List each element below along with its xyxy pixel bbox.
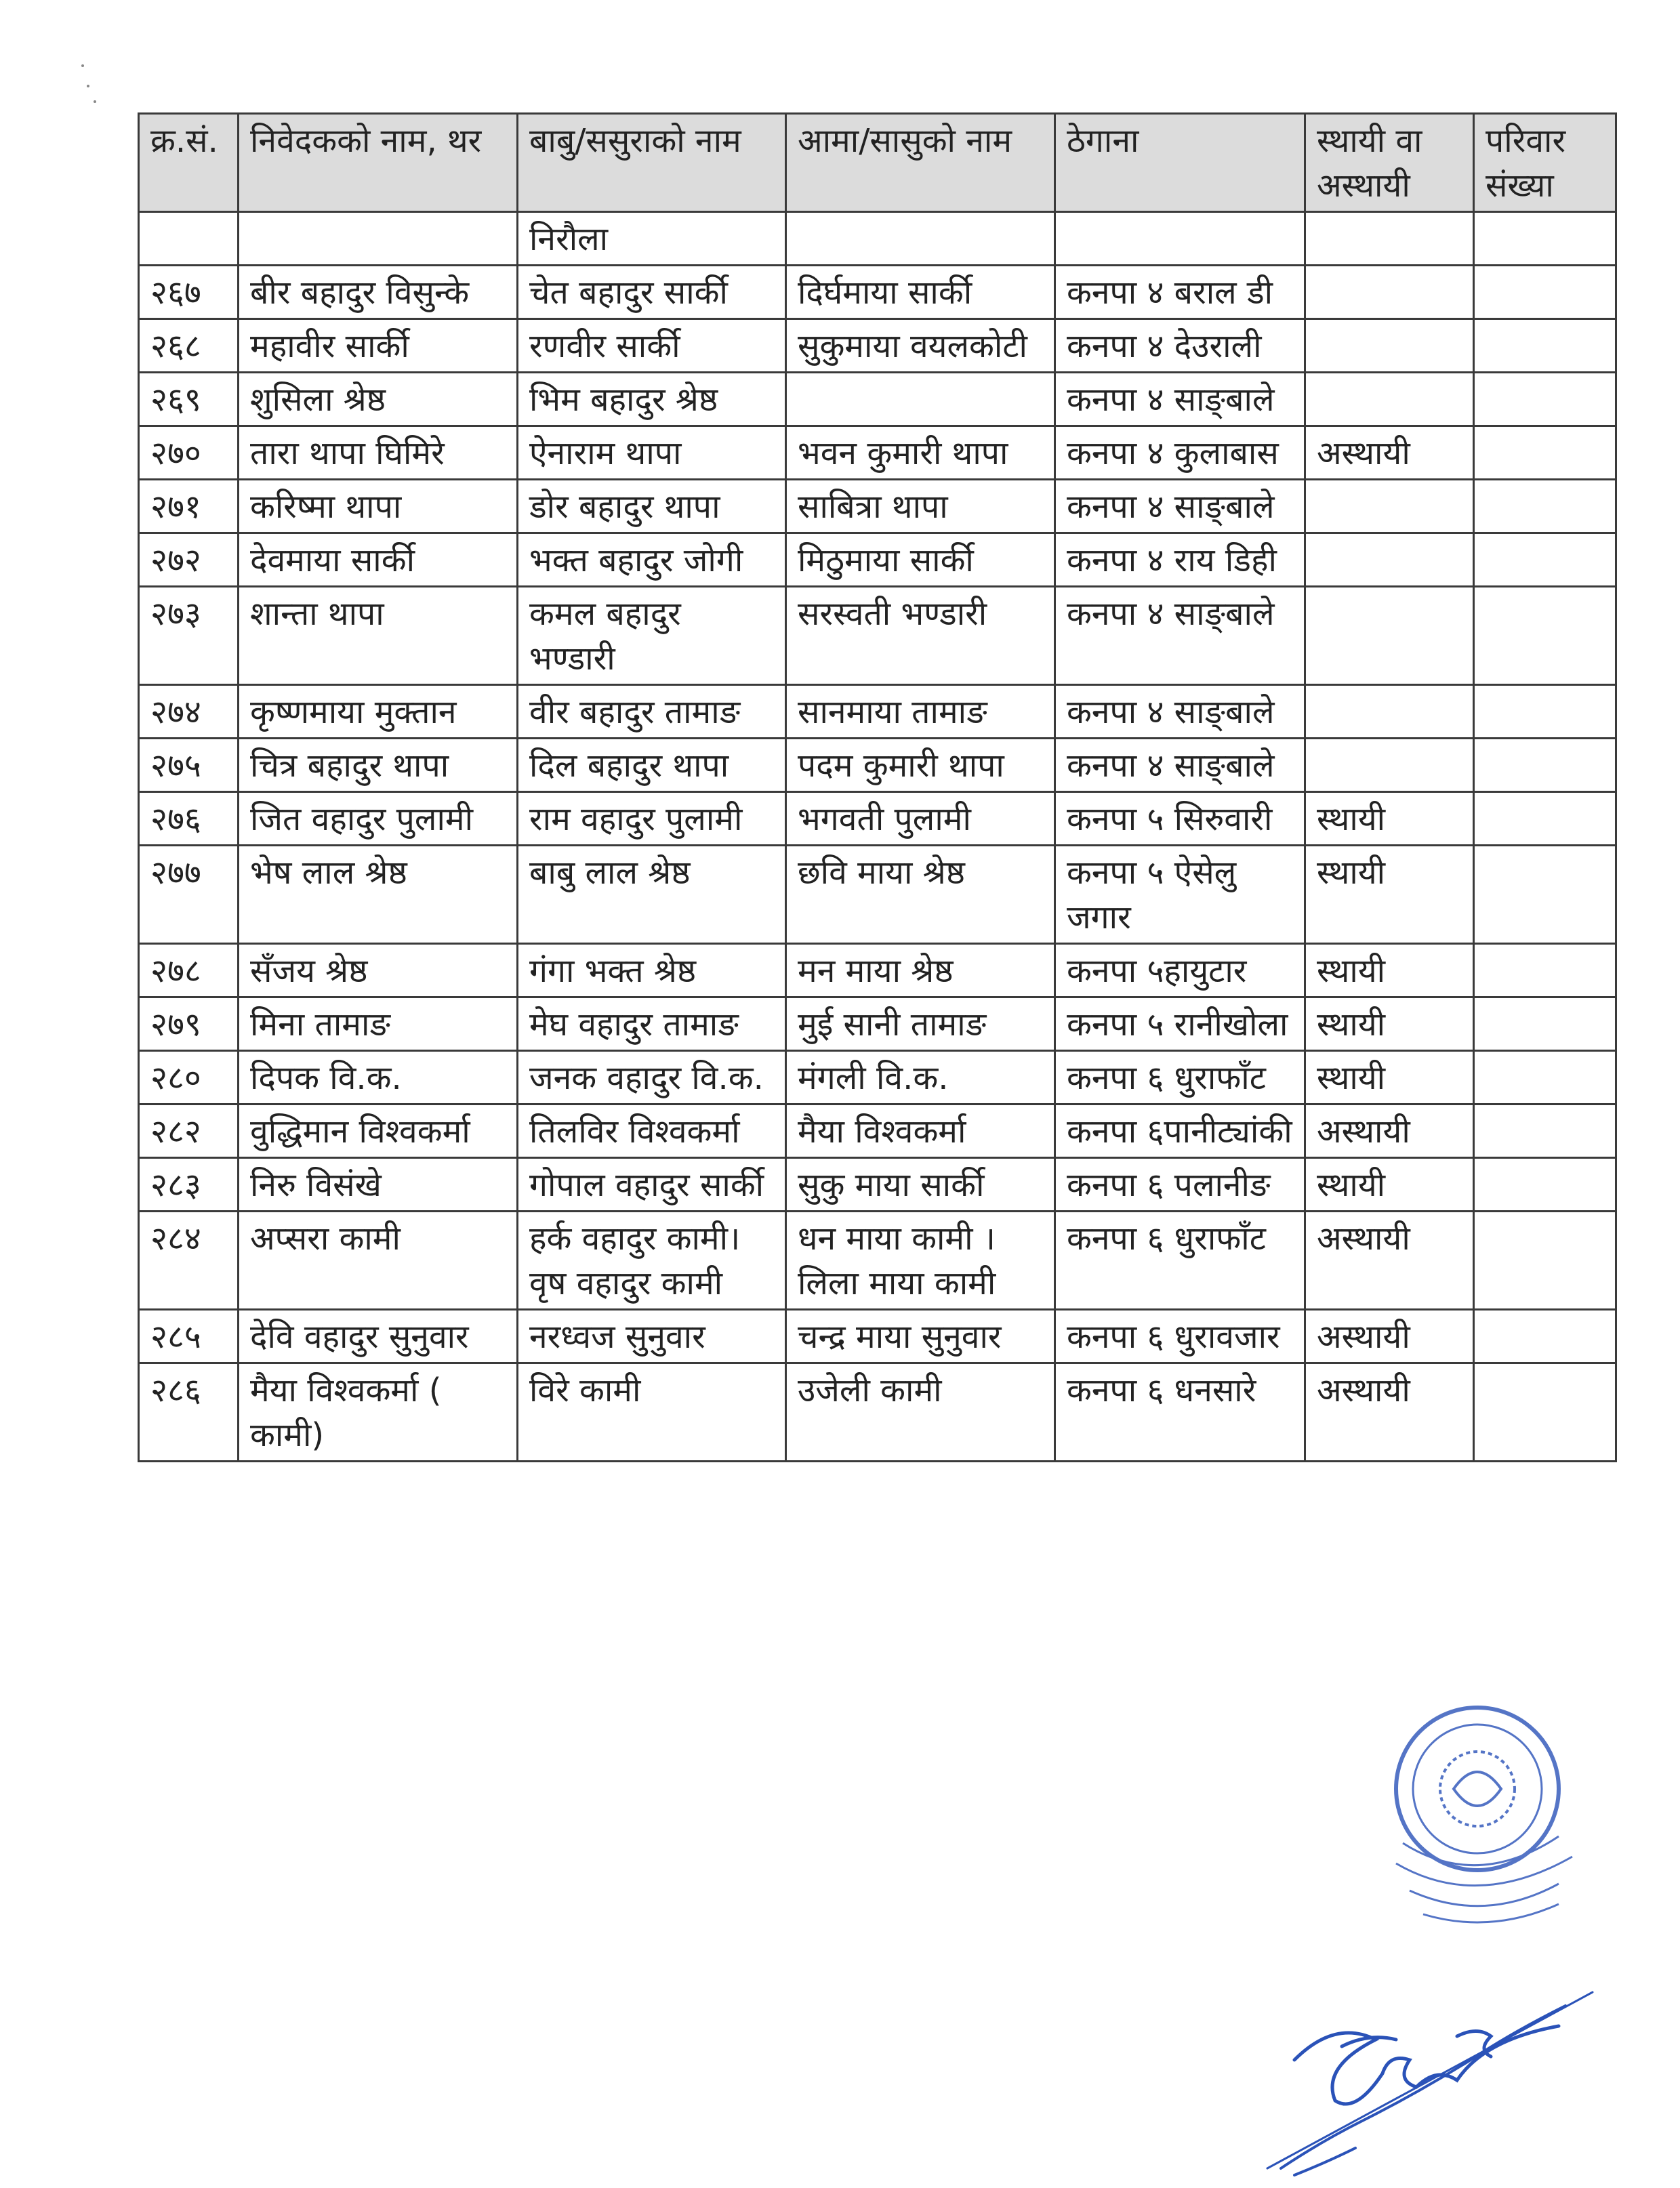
cell-status: अस्थायी xyxy=(1305,1212,1474,1310)
cell-status: स्थायी xyxy=(1305,944,1474,997)
table-body xyxy=(139,212,1616,1462)
cell-address: कनपा ६ पलानीङ xyxy=(1055,1158,1305,1212)
cell-father-name: चेत बहादुर सार्की xyxy=(518,266,786,319)
cell-address: कनपा ४ राय डिही xyxy=(1055,533,1305,587)
scan-speck xyxy=(87,85,89,87)
cell-status xyxy=(1305,266,1474,319)
cell-address: कनपा ५हायुटार xyxy=(1055,944,1305,997)
table-row xyxy=(139,1363,1616,1462)
cell-family-count xyxy=(1474,426,1616,480)
cell-family-count xyxy=(1474,739,1616,792)
cell-serial-number: २७७ xyxy=(139,846,239,944)
cell-applicant-name: कृष्णमाया मुक्तान xyxy=(239,685,518,739)
cell-father-name: भक्त बहादुर जोगी xyxy=(518,533,786,587)
cell-father-name: तिलविर विश्वकर्मा xyxy=(518,1105,786,1158)
cell-family-count xyxy=(1474,373,1616,426)
cell-family-count xyxy=(1474,1158,1616,1212)
cell-serial-number xyxy=(139,212,239,266)
cell-mother-name: भवन कुमारी थापा xyxy=(786,426,1055,480)
cell-applicant-name: दिपक वि.क. xyxy=(239,1051,518,1105)
table-row xyxy=(139,266,1616,319)
cell-serial-number: २८२ xyxy=(139,1105,239,1158)
cell-mother-name: धन माया कामी । लिला माया कामी xyxy=(786,1212,1055,1310)
cell-applicant-name: मिना तामाङ xyxy=(239,997,518,1051)
cell-mother-name: छवि माया श्रेष्ठ xyxy=(786,846,1055,944)
cell-family-count xyxy=(1474,587,1616,685)
table-row xyxy=(139,480,1616,533)
cell-family-count xyxy=(1474,944,1616,997)
cell-father-name: जनक वहादुर वि.क. xyxy=(518,1051,786,1105)
cell-serial-number: २८४ xyxy=(139,1212,239,1310)
cell-address: कनपा ४ साङ्बाले xyxy=(1055,480,1305,533)
cell-father-name: ऐनाराम थापा xyxy=(518,426,786,480)
header-family-count: परिवार संख्या xyxy=(1474,114,1616,212)
table-row xyxy=(139,1310,1616,1363)
cell-family-count xyxy=(1474,266,1616,319)
cell-family-count xyxy=(1474,1363,1616,1462)
cell-serial-number: २८६ xyxy=(139,1363,239,1462)
cell-applicant-name: बीर बहादुर विसुन्के xyxy=(239,266,518,319)
cell-serial-number: २७१ xyxy=(139,480,239,533)
cell-serial-number: २८५ xyxy=(139,1310,239,1363)
cell-family-count xyxy=(1474,319,1616,373)
office-seal-stamp xyxy=(1382,1687,1586,1945)
cell-mother-name: सुकुमाया वयलकोटी xyxy=(786,319,1055,373)
cell-applicant-name: भेष लाल श्रेष्ठ xyxy=(239,846,518,944)
cell-mother-name xyxy=(786,373,1055,426)
cell-address: कनपा ६ धुरावजार xyxy=(1055,1310,1305,1363)
cell-mother-name: सुकु माया सार्की xyxy=(786,1158,1055,1212)
cell-status: अस्थायी xyxy=(1305,1363,1474,1462)
cell-status xyxy=(1305,373,1474,426)
cell-father-name: विरे कामी xyxy=(518,1363,786,1462)
cell-applicant-name: करिष्मा थापा xyxy=(239,480,518,533)
cell-father-name: मेघ वहादुर तामाङ xyxy=(518,997,786,1051)
cell-address: कनपा ५ रानीखोला xyxy=(1055,997,1305,1051)
cell-applicant-name: महावीर सार्की xyxy=(239,319,518,373)
table-row xyxy=(139,997,1616,1051)
cell-applicant-name xyxy=(239,212,518,266)
cell-serial-number: २८३ xyxy=(139,1158,239,1212)
header-serial-number: क्र.सं. xyxy=(139,114,239,212)
cell-mother-name: मिठुमाया सार्की xyxy=(786,533,1055,587)
table-row xyxy=(139,212,1616,266)
cell-family-count xyxy=(1474,1105,1616,1158)
cell-address: कनपा ६ धुराफाँट xyxy=(1055,1212,1305,1310)
cell-father-name: राम वहादुर पुलामी xyxy=(518,792,786,846)
table-row xyxy=(139,1158,1616,1212)
cell-status: स्थायी xyxy=(1305,1158,1474,1212)
cell-family-count xyxy=(1474,480,1616,533)
table-row xyxy=(139,1105,1616,1158)
cell-address: कनपा ५ ऐसेलु जगार xyxy=(1055,846,1305,944)
table-row xyxy=(139,944,1616,997)
cell-status: स्थायी xyxy=(1305,846,1474,944)
cell-serial-number: २७९ xyxy=(139,997,239,1051)
cell-applicant-name: सँजय श्रेष्ठ xyxy=(239,944,518,997)
cell-mother-name: मैया विश्वकर्मा xyxy=(786,1105,1055,1158)
cell-serial-number: २७० xyxy=(139,426,239,480)
cell-address: कनपा ५ सिरुवारी xyxy=(1055,792,1305,846)
cell-mother-name: चन्द्र माया सुनुवार xyxy=(786,1310,1055,1363)
cell-serial-number: २८० xyxy=(139,1051,239,1105)
cell-father-name: भिम बहादुर श्रेष्ठ xyxy=(518,373,786,426)
table-row xyxy=(139,587,1616,685)
cell-mother-name: पदम कुमारी थापा xyxy=(786,739,1055,792)
cell-applicant-name: निरु विसंखे xyxy=(239,1158,518,1212)
cell-mother-name: उजेली कामी xyxy=(786,1363,1055,1462)
cell-father-name: हर्क वहादुर कामी। वृष वहादुर कामी xyxy=(518,1212,786,1310)
table-row xyxy=(139,685,1616,739)
cell-serial-number: २७२ xyxy=(139,533,239,587)
header-status: स्थायी वा अस्थायी xyxy=(1305,114,1474,212)
cell-applicant-name: देवमाया सार्की xyxy=(239,533,518,587)
cell-family-count xyxy=(1474,846,1616,944)
cell-address: कनपा ४ बराल डी xyxy=(1055,266,1305,319)
header-mother-name: आमा/सासुको नाम xyxy=(786,114,1055,212)
cell-address: कनपा ४ साङ्बाले xyxy=(1055,685,1305,739)
cell-father-name: रणवीर सार्की xyxy=(518,319,786,373)
cell-applicant-name: तारा थापा घिमिरे xyxy=(239,426,518,480)
cell-address: कनपा ४ देउराली xyxy=(1055,319,1305,373)
table-header-row xyxy=(139,114,1616,212)
cell-father-name: वीर बहादुर तामाङ xyxy=(518,685,786,739)
cell-serial-number: २६८ xyxy=(139,319,239,373)
cell-father-name: गंगा भक्त श्रेष्ठ xyxy=(518,944,786,997)
cell-mother-name: मुई सानी तामाङ xyxy=(786,997,1055,1051)
cell-mother-name: सानमाया तामाङ xyxy=(786,685,1055,739)
cell-father-name: डोर बहादुर थापा xyxy=(518,480,786,533)
cell-serial-number: २७६ xyxy=(139,792,239,846)
cell-status xyxy=(1305,212,1474,266)
cell-father-name: दिल बहादुर थापा xyxy=(518,739,786,792)
cell-father-name: गोपाल वहादुर सार्की xyxy=(518,1158,786,1212)
cell-address: कनपा ६ धुराफाँट xyxy=(1055,1051,1305,1105)
cell-family-count xyxy=(1474,997,1616,1051)
cell-applicant-name: जित वहादुर पुलामी xyxy=(239,792,518,846)
cell-address xyxy=(1055,212,1305,266)
cell-serial-number: २६७ xyxy=(139,266,239,319)
cell-status: अस्थायी xyxy=(1305,1310,1474,1363)
cell-mother-name: सरस्वती भण्डारी xyxy=(786,587,1055,685)
header-address: ठेगाना xyxy=(1055,114,1305,212)
scan-speck xyxy=(94,100,96,103)
table-row xyxy=(139,1212,1616,1310)
cell-father-name: बाबु लाल श्रेष्ठ xyxy=(518,846,786,944)
applicant-register-table xyxy=(138,112,1617,1462)
cell-mother-name: मन माया श्रेष्ठ xyxy=(786,944,1055,997)
cell-applicant-name: वुद्धिमान विश्वकर्मा xyxy=(239,1105,518,1158)
cell-status: स्थायी xyxy=(1305,1051,1474,1105)
cell-address: कनपा ६पानीट्यांकी xyxy=(1055,1105,1305,1158)
cell-family-count xyxy=(1474,1051,1616,1105)
cell-family-count xyxy=(1474,685,1616,739)
cell-address: कनपा ६ धनसारे xyxy=(1055,1363,1305,1462)
cell-father-name: कमल बहादुर भण्डारी xyxy=(518,587,786,685)
cell-mother-name: मंगली वि.क. xyxy=(786,1051,1055,1105)
table-row xyxy=(139,1051,1616,1105)
cell-serial-number: २७५ xyxy=(139,739,239,792)
cell-status: स्थायी xyxy=(1305,792,1474,846)
table-row xyxy=(139,373,1616,426)
cell-serial-number: २७८ xyxy=(139,944,239,997)
cell-mother-name: साबित्रा थापा xyxy=(786,480,1055,533)
table-row xyxy=(139,792,1616,846)
cell-status: अस्थायी xyxy=(1305,426,1474,480)
cell-status xyxy=(1305,533,1474,587)
cell-status: अस्थायी xyxy=(1305,1105,1474,1158)
cell-family-count xyxy=(1474,1212,1616,1310)
cell-applicant-name: चित्र बहादुर थापा xyxy=(239,739,518,792)
cell-applicant-name: शान्ता थापा xyxy=(239,587,518,685)
table-row xyxy=(139,739,1616,792)
table-row xyxy=(139,426,1616,480)
cell-address: कनपा ४ साङ्बाले xyxy=(1055,739,1305,792)
table-row xyxy=(139,846,1616,944)
cell-serial-number: २६९ xyxy=(139,373,239,426)
cell-address: कनपा ४ साङ्बाले xyxy=(1055,587,1305,685)
cell-address: कनपा ४ कुलाबास xyxy=(1055,426,1305,480)
cell-status xyxy=(1305,739,1474,792)
cell-address: कनपा ४ साङ्बाले xyxy=(1055,373,1305,426)
header-applicant-name: निवेदकको नाम, थर xyxy=(239,114,518,212)
table-row xyxy=(139,533,1616,587)
cell-family-count xyxy=(1474,1310,1616,1363)
cell-father-name: निरौला xyxy=(518,212,786,266)
cell-status xyxy=(1305,685,1474,739)
cell-status xyxy=(1305,480,1474,533)
cell-applicant-name: शुसिला श्रेष्ठ xyxy=(239,373,518,426)
cell-applicant-name: देवि वहादुर सुनुवार xyxy=(239,1310,518,1363)
cell-serial-number: २७३ xyxy=(139,587,239,685)
cell-status xyxy=(1305,587,1474,685)
cell-status: स्थायी xyxy=(1305,997,1474,1051)
cell-mother-name: भगवती पुलामी xyxy=(786,792,1055,846)
cell-family-count xyxy=(1474,212,1616,266)
scan-speck xyxy=(81,64,84,67)
cell-father-name: नरध्वज सुनुवार xyxy=(518,1310,786,1363)
cell-mother-name: दिर्घमाया सार्की xyxy=(786,266,1055,319)
cell-status xyxy=(1305,319,1474,373)
cell-family-count xyxy=(1474,792,1616,846)
cell-mother-name xyxy=(786,212,1055,266)
cell-applicant-name: अप्सरा कामी xyxy=(239,1212,518,1310)
table-row xyxy=(139,319,1616,373)
officer-signature xyxy=(1254,1965,1633,2182)
cell-applicant-name: मैया विश्वकर्मा ( कामी) xyxy=(239,1363,518,1462)
cell-family-count xyxy=(1474,533,1616,587)
header-father-name: बाबु/ससुराको नाम xyxy=(518,114,786,212)
cell-serial-number: २७४ xyxy=(139,685,239,739)
